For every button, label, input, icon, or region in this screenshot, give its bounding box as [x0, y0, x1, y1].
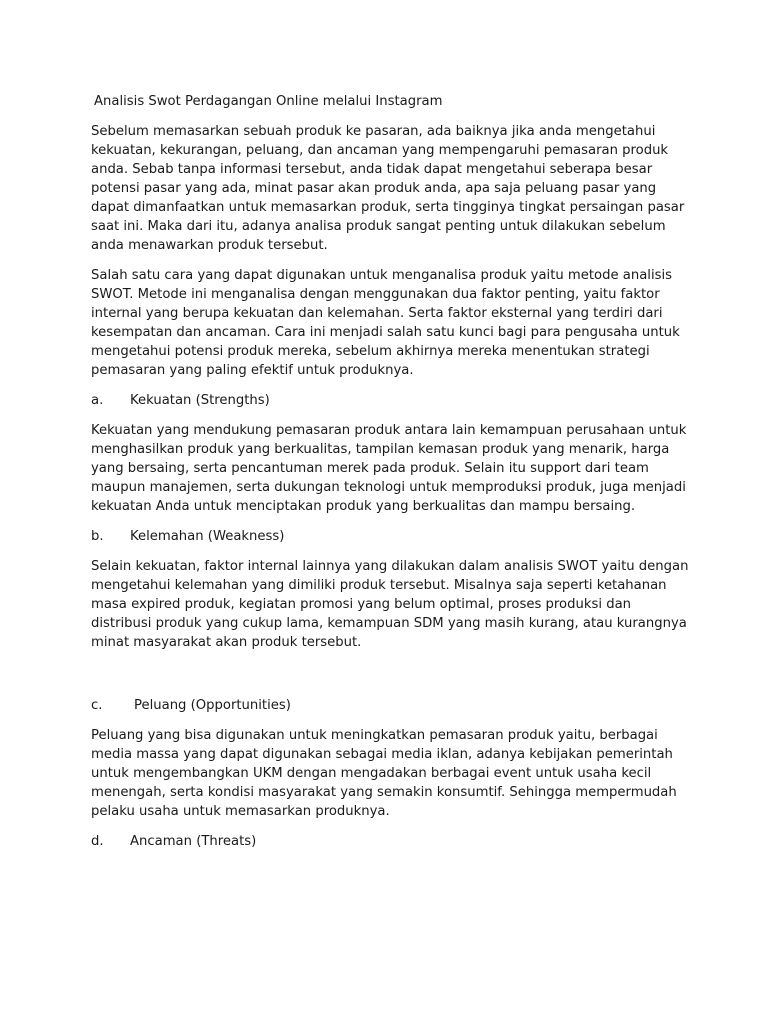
section-letter: c.	[91, 698, 103, 713]
section-title: Kelemahan (Weakness)	[130, 529, 285, 544]
section-text-opportunities: Peluang yang bisa digunakan untuk meningkatkan pemasaran produk yaitu, berbagai media massa yang dapat digunakan sebagai media iklan, adanya kebijakan pemerintah untuk mengembangkan UKM dengan mengadakan berbagai event untuk usaha kecil menengah, serta kondisi masyarakat yang semakin konsumtif. Sehingga mempermudah pelaku usaha untuk memasarkan produknya.	[91, 728, 677, 819]
section-heading-threats	[91, 832, 691, 851]
document-title: Analisis Swot Perdagangan Online melalui Instagram	[94, 94, 443, 109]
section-text-weakness: Selain kekuatan, faktor internal lainnya yang dilakukan dalam analisis SWOT yaitu dengan mengetahui kelemahan yang dimiliki produk tersebut. Misalnya saja seperti ketahanan masa expired produk, kegiatan promosi yang belum optimal, proses produksi dan distribusi produk yang cukup lama, kemampuan SDM yang masih kurang, atau kurangnya minat masyarakat akan produk tersebut.	[91, 559, 689, 650]
section-title: Peluang (Opportunities)	[134, 698, 291, 713]
section-text-strengths: Kekuatan yang mendukung pemasaran produk antara lain kemampuan perusahaan untuk menghasilkan produk yang berkualitas, tampilan kemasan produk yang menarik, harga yang bersaing, serta pencantuman merek pada produk. Selain itu support dari team maupun manajemen, serta dukungan teknologi untuk memproduksi produk, juga menjadi kekuatan Anda untuk menciptakan produk yang berkualitas dan mampu bersaing.	[91, 423, 687, 514]
section-letter: b.	[91, 529, 104, 544]
document-page	[91, 92, 691, 862]
intro-paragraph-1: Sebelum memasarkan sebuah produk ke pasaran, ada baiknya jika anda mengetahui kekuatan, kekurangan, peluang, dan ancaman yang mempengaruhi pemasaran produk anda. Sebab tanpa informasi tersebut, anda tidak dapat mengetahui seberapa besar potensi pasar yang ada, minat pasar akan produk anda, apa saja peluang pasar yang dapat dimanfaatkan untuk memasarkan produk, serta tingginya tingkat persaingan pasar saat ini. Maka dari itu, adanya analisa produk sangat penting untuk dilakukan sebelum anda menawarkan produk tersebut.	[91, 124, 685, 253]
section-letter: d.	[91, 834, 104, 849]
section-title: Kekuatan (Strengths)	[130, 393, 270, 408]
section-letter: a.	[91, 393, 104, 408]
section-heading-strengths	[91, 391, 691, 410]
section-heading-weakness	[91, 527, 691, 546]
intro-paragraph-2: Salah satu cara yang dapat digunakan untuk menganalisa produk yaitu metode analisis SWOT. Metode ini menganalisa dengan menggunakan dua faktor penting, yaitu faktor internal yang berupa kekuatan dan kelemahan. Serta faktor eksternal yang terdiri dari kesempatan dan ancaman. Cara ini menjadi salah satu kunci bagi para pengusaha untuk mengetahui potensi produk mereka, sebelum akhirnya mereka menentukan strategi pemasaran yang paling efektif untuk produknya.	[91, 268, 680, 378]
section-heading-opportunities	[91, 696, 691, 715]
section-title: Ancaman (Threats)	[130, 834, 257, 849]
blank-line	[91, 663, 691, 696]
